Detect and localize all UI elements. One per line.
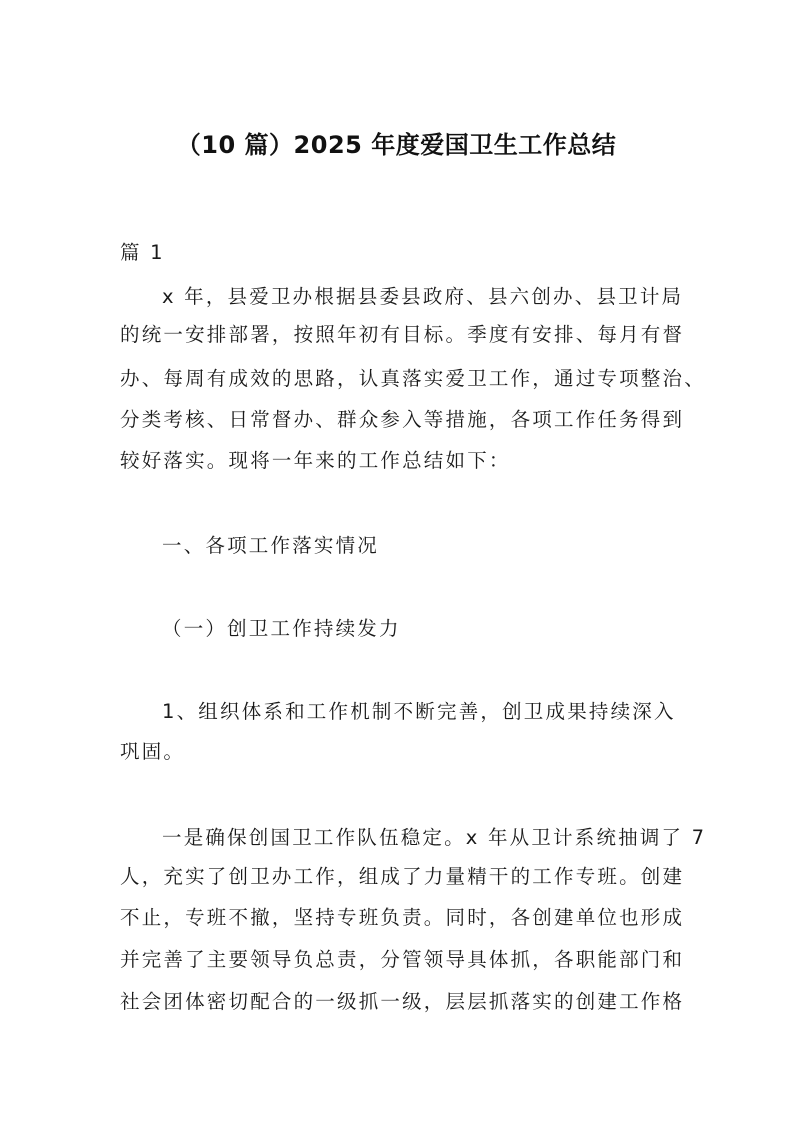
point-line: 巩固。 (120, 740, 186, 763)
paragraph-line: 并完善了主要领导负总责，分管领导具体抓，各职能部门和 (120, 948, 685, 971)
paragraph-line: 分类考核、日常督办、群众参入等措施，各项工作任务得到 (120, 408, 685, 431)
document-title: （10 篇）2025 年度爱国卫生工作总结 (176, 131, 617, 159)
paragraph-line: 较好落实。现将一年来的工作总结如下： (120, 449, 511, 472)
paragraph-line: 人，充实了创卫办工作，组成了力量精干的工作专班。创建 (120, 865, 685, 888)
point-line: 1、组织体系和工作机制不断完善，创卫成果持续深入 (162, 700, 676, 723)
paragraph-line: 不止，专班不撤，坚持专班负责。同时，各创建单位也形成 (120, 906, 685, 929)
paragraph-line: 社会团体密切配合的一级抓一级，层层抓落实的创建工作格 (120, 990, 685, 1013)
subsection-heading: （一）创卫工作持续发力 (162, 617, 401, 640)
paragraph-line: 的统一安排部署，按照年初有目标。季度有安排、每月有督 (120, 323, 685, 346)
paragraph-line: 办、每周有成效的思路，认真落实爱卫工作，通过专项整治、 (120, 367, 706, 390)
paragraph-line: x 年，县爱卫办根据县委县政府、县六创办、县卫计局 (162, 285, 684, 308)
section-heading: 一、各项工作落实情况 (162, 534, 380, 557)
paragraph-line: 一是确保创国卫工作队伍稳定。x 年从卫计系统抽调了 7 (162, 826, 707, 849)
section-label: 篇 1 (120, 241, 165, 264)
